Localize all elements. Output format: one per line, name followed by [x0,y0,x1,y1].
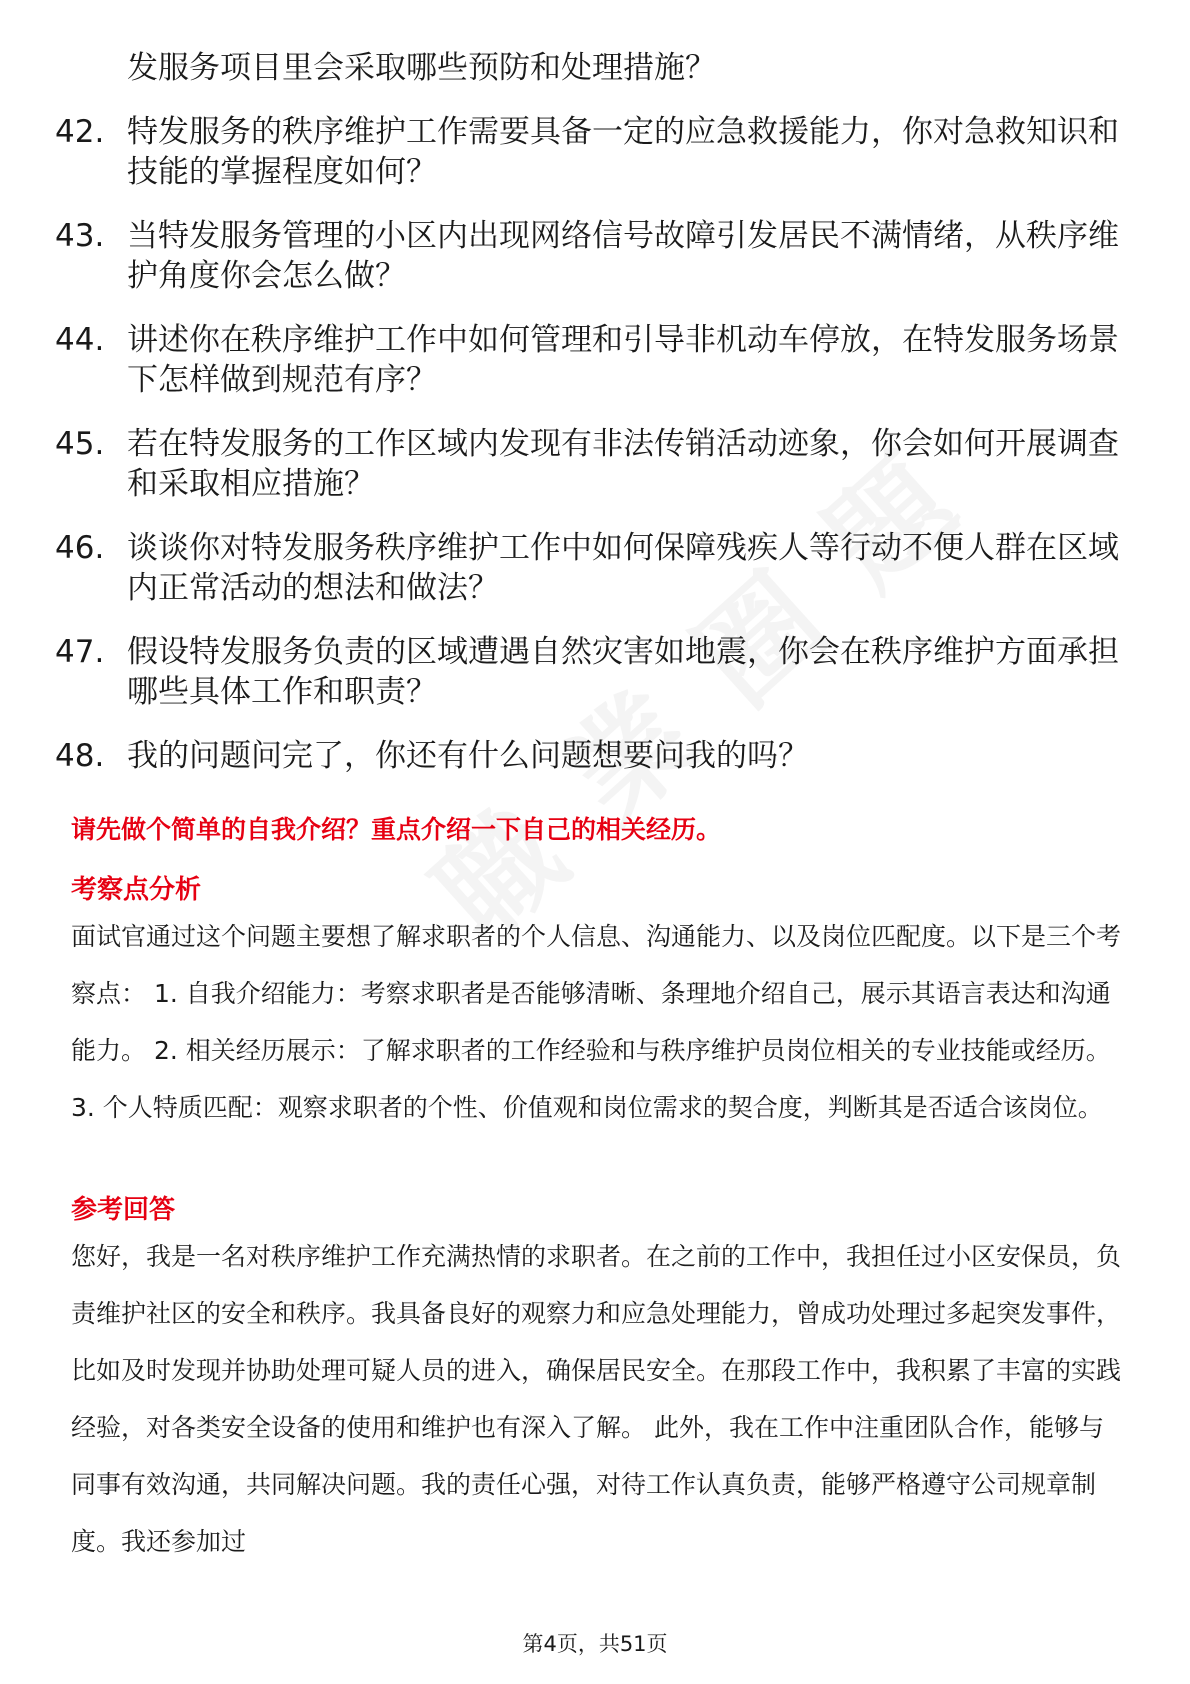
page-number: 第4页，共51页 [522,1632,668,1656]
question-number: 48. [55,738,105,774]
question-number: 45. [55,426,105,462]
question-number: 44. [55,322,105,358]
question-text: 当特发服务管理的小区内出现网络信号故障引发居民不满情绪，从秩序维护角度你会怎么做？ [127,218,1119,294]
question-text: 若在特发服务的工作区域内发现有非法传销活动迹象，你会如何开展调查和采取相应措施？ [127,426,1119,502]
question-text: 特发服务的秩序维护工作需要具备一定的应急救援能力，你对急救知识和技能的掌握程度如何？ [127,114,1119,190]
analysis-body: 面试官通过这个问题主要想了解求职者的个人信息、沟通能力、以及岗位匹配度。以下是三个考察点： 1. 自我介绍能力：考察求职者是否能够清晰、条理地介绍自己，展示其语言表达和沟通能力。 2. 相关经历展示：了解求职者的工作经验和与秩序维护员岗位相关的专业技能或经历。 3. 个人特质匹配：观察求职者的个性、价值观和岗位需求的契合度，判断其是否适合该岗位。 [71,922,1122,1122]
question-text: 假设特发服务负责的区域遭遇自然灾害如地震，你会在秩序维护方面承担哪些具体工作和职责？ [127,634,1119,710]
featured-question: 请先做个简单的自我介绍？重点介绍一下自己的相关经历。 [71,815,722,844]
question-list [55,112,1125,800]
reference-heading: 参考回答 [71,1195,176,1225]
question-item [55,216,1125,296]
question-item [55,112,1125,192]
question-41-continuation: 发服务项目里会采取哪些预防和处理措施？ [127,50,716,86]
question-item [55,736,1125,776]
question-item [55,632,1125,712]
question-number: 42. [55,114,105,150]
question-number: 47. [55,634,105,670]
question-text: 我的问题问完了，你还有什么问题想要问我的吗？ [127,738,809,774]
question-text: 讲述你在秩序维护工作中如何管理和引导非机动车停放，在特发服务场景下怎样做到规范有序？ [127,322,1119,398]
question-item [55,528,1125,608]
analysis-heading: 考察点分析 [71,875,202,905]
question-number: 43. [55,218,105,254]
reference-body: 您好，我是一名对秩序维护工作充满热情的求职者。在之前的工作中，我担任过小区安保员，负责维护社区的安全和秩序。我具备良好的观察力和应急处理能力，曾成功处理过多起突发事件，比如及时发现并协助处理可疑人员的进入，确保居民安全。在那段工作中，我积累了丰富的实践经验，对各类安全设备的使用和维护也有深入了解。 此外，我在工作中注重团队合作，能够与同事有效沟通，共同解决问题。我的责任心强，对待工作认真负责，能够严格遵守公司规章制度。我还参加过 [71,1242,1122,1556]
question-text: 谈谈你对特发服务秩序维护工作中如何保障残疾人等行动不便人群在区域内正常活动的想法和做法？ [127,530,1119,606]
question-number: 46. [55,530,105,566]
question-item [55,424,1125,504]
question-item [55,320,1125,400]
